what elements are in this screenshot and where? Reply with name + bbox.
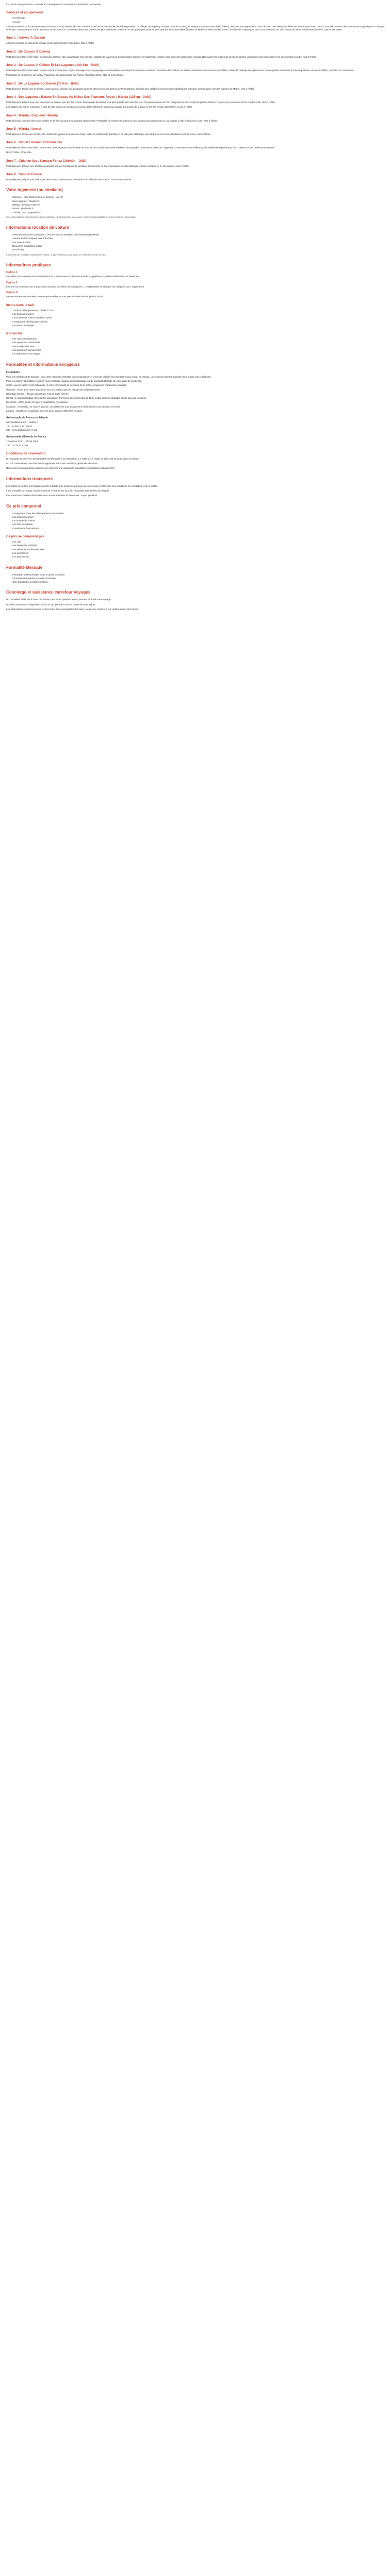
list-item: • Les frais de dossier: [12, 523, 385, 526]
list-item: • Les pourboires: [12, 552, 385, 555]
itinerary: [6, 36, 385, 181]
option-text: Les excursions mentionnées comme optionnelles ne sont pas incluses dans le prix du circuit.: [6, 295, 104, 298]
list-item: • Deuxième conducteur inclus: [12, 245, 385, 248]
lodging-heading: Votre logement (ou similaire): [6, 188, 63, 193]
accueil-text: Ici vous arriverez en fin de découverte de l'Irlande et de l'ensemble des chemins à pied et de l'ensemble des hébergements, du village, auberges qu'au (De Cave de l'Ouest) de Westport au cœur des cités côtières, dans les montagnes et au bord de mer. De Galway à Clifden en passant par le lac Corrib, vous découvrirez des panoramas magnifiques et chargés d'histoire. Cette aventure vous permettra de découvrir le Connemara dans ses recoins les plus préservés, le Burren et ses paysages lunaires ainsi que les incontournables falaises de Moher et enfin les îles d'Aran. Profitez de chaque jour pour vous détendre, en découvrant le calme et l'authenticité de la culture irlandaise.: [6, 25, 385, 31]
day-title: Jour 7 : Chichen Itza / Cancun Fonaz Chichén – 2h30: [6, 159, 87, 163]
day-block: [6, 114, 385, 123]
list-item: • Véhicule de location catégorie C (Ford Focus ou similaire) avec kilométrage illimité: [12, 233, 385, 236]
car-rental-heading: Informations location de voiture: [6, 225, 69, 230]
day-paragraph: Petit déjeuner. Journée libre pour profiter de la ville ou pour des activités optionnelles. Possibilité de randonnées dans le parc national du Connemara ou de balade à vélo le long de la côte. Nuit à l'hôtel.: [6, 119, 218, 122]
paragraph: En cas d'annulation, des frais seront appliqués selon les conditions générales de vente.: [6, 462, 98, 465]
day-paragraph: Possibilité de randonnée sur la Sky Road avec ses panoramas sur l'océan Atlantique. Dîner libre et nuit à l'hôtel.: [6, 74, 124, 77]
address-line: 66 Fitzwilliam Lane – Dublin 2: [6, 421, 38, 424]
formalities-text: [6, 376, 385, 413]
embassy-heading: Ambassade de France en Irlande: [6, 416, 48, 420]
day-title: Jour 4 : Des Lagunes / Balade En Bateau Au Milieu Des Flamants Roses / Mérida (125km - 2h30): [6, 95, 152, 99]
list-item: • Le carburant et les péages: [12, 352, 385, 355]
lodging-note: Ces informations sont données à titre indicatif. L'hébergement peut varier selon la disponibilité au moment de la réservation.: [6, 215, 137, 218]
list-item: • Les déjeuners et dîners: [12, 544, 385, 547]
day-title: Jour 3 : De La Lagune Du Burren (72 Km - 1h40): [6, 81, 79, 86]
list-item: • La location de voiture: [12, 519, 385, 522]
list-item: • Les entrées des sites: [12, 345, 385, 348]
list-item: • Les visites et entrées des sites: [12, 548, 385, 551]
list-item: • 7 nuits d'hébergement en hôtels 3* et 4*: [12, 309, 385, 312]
price-includes-heading: Ce prix comprend: [6, 503, 42, 509]
option-title: Option 3: [6, 291, 18, 295]
day-block: [6, 95, 385, 109]
day-paragraph: Petit déjeuner. Départ vers Dublin en passant par les montagnes de Wicklow. Découverte du site monastique de Glendalough. Arrivée à Dublin en fin de journée. Nuit à l'hôtel.: [6, 164, 189, 167]
paragraph: Pour les autres nationalités, veuillez vous renseigner auprès de l'ambassade ou du consulat d'Irlande de votre pays de résidence.: [6, 379, 142, 382]
intro-text: Ce circuit vous permettra ! Un voile en compagnie au Connemara Connemara Connemara.: [6, 3, 102, 6]
day-title: Jour 4 : Mérida / Cozumel / Mérida: [6, 113, 58, 117]
services-list: [6, 16, 385, 24]
included-list: [6, 309, 385, 327]
included-heading: Inclus dans le tarif: [6, 303, 35, 307]
price-excludes-heading: Ce prix ne comprend pas: [6, 535, 44, 539]
option-title: Option 1: [6, 270, 18, 274]
day-block: [6, 82, 385, 91]
paragraph: Nous vous recommandons vivement de souscrire une assurance annulation et assistance rapatriement.: [6, 467, 115, 470]
list-item: • Le logement dans les hébergements mentionnés: [12, 512, 385, 515]
day-paragraph: Petit déjeuner dans votre hôtel. Départ pour Galway, ville universitaire très animée, capitale de la province du Connacht. Galway est également réputée pour son riche patrimoine musical. Découvrez les ruelles de la ville et laissez-vous porter par l'atmosphère de ses nombreux pubs. Nuit à l'hôtel.: [6, 55, 317, 58]
option-block: [6, 271, 385, 279]
excluded-heading: Non inclus: [6, 332, 23, 336]
list-item: • La location de voiture pendant 7 jours: [12, 316, 385, 319]
paragraph: Pour les ressortissants français : une carte nationale d'identité ou un passeport en cours de validité est nécessaire pour entrer en Irlande. Les mineurs doivent posséder leur propre pièce d'identité.: [6, 375, 212, 378]
option-block: [6, 281, 385, 289]
paragraph: Santé : aucun vaccin n'est obligatoire. Il est recommandé de se munir de la carte européenne d'assurance maladie.: [6, 384, 127, 387]
practical-heading: Informations pratiques: [6, 262, 51, 267]
list-item: • Les taxes locales: [12, 241, 385, 244]
day-paragraph: Petit déjeuner. Route vers le Burren, vaste plateau calcaire aux paysages lunaires. Découverte du dolmen de Poulnabrone, l'un des plus célèbres monuments mégalithiques d'Irlande. Continuation vers les falaises de Moher. Nuit à l'hôtel.: [6, 87, 255, 90]
list-item: • Passeport valide pendant toute la durée du séjour.: [12, 573, 385, 577]
day-paragraph: Accueil et remise du carnet de voyage et des documents à votre hôtel. Nuit à l'hôtel.: [6, 42, 94, 45]
list-item: • Les vols internationaux: [12, 337, 385, 341]
list-item: • Formulaire migratoire à remplir à l'arrivée.: [12, 577, 385, 580]
day-paragraph: Nuit à l'hôtel. Dîner libre.: [6, 151, 32, 154]
list-item: • Les petits déjeuners: [12, 516, 385, 519]
list-item: • Mérida : Boutique Hôtel 4*: [12, 204, 385, 207]
day-paragraph: Petit déjeuner. Départ pour une excursion en bateau vers les îles d'Aran. Découverte d'Inishmore, la plus grande des trois îles, son fort préhistorique de Dún Aonghasa et ses murets de pierres sèches. Retour sur le continent en fin d'après-midi. Nuit à l'hôtel.: [6, 100, 276, 104]
day-title: Jour 8 : Cancun France: [6, 173, 42, 177]
paragraph: Numéro d'assistance disponible 24h/24 et 7j/7 pendant toute la durée de votre séjour.: [6, 603, 96, 606]
day-paragraph: Petit déjeuner dans votre hôtel. Route vers Limerick puis Cashel. Visite du Rocher de Cashel, ensemble médiéval remarquable dominant la plaine du Tipperary. Continuation vers Kilkenny, cité médiévale réputée pour son château et ses ruelles pittoresques.: [6, 146, 275, 149]
excluded-list: [6, 337, 385, 355]
option-title: Option 2: [6, 281, 18, 284]
ireland-embassy-heading: Ambassade d'Irlande en France: [6, 435, 46, 439]
paragraph: Les trajets en voiture sont indiqués à titre indicatif. Les temps de parcours peuvent varier en fonction des conditions de circulation et de la météo.: [6, 484, 158, 487]
paragraph: Les informations contenues dans ce document sont susceptibles d'évoluer. Nous vous invitons à les vérifier avant votre départ.: [6, 608, 139, 611]
day-block: [6, 141, 385, 155]
paragraph: Électricité : 230V, prises de type G (adaptateur nécessaire).: [6, 401, 69, 404]
list-item: • Assurance tous risques avec franchise: [12, 237, 385, 240]
transport-heading: Informations transports: [6, 476, 53, 481]
lodging-list: [6, 196, 385, 214]
car-rental-list: [6, 233, 385, 251]
option-text: Les offres sont valables pour un minimum de 2 personnes en chambre double. Supplément chambre individuelle sur demande.: [6, 275, 140, 278]
paragraph: Décalage horaire : -1h par rapport à la France toute l'année.: [6, 392, 70, 395]
day-block: [6, 159, 385, 168]
list-item: • Les dépenses personnelles: [12, 349, 385, 352]
price-excludes-list: [6, 540, 385, 558]
day-block: [6, 36, 385, 45]
list-item: • Le carnet de voyage: [12, 324, 385, 327]
day-title: Jour 2 : De Cassou À Clifden Et Les Lagunes (140 Km - 3h20): [6, 63, 99, 67]
formality-mexico-heading: Formalité Mexique: [6, 565, 43, 570]
day-title: Jour 6 : Uxmal / Izamal / Chichen Itza: [6, 141, 62, 145]
formalities-heading: Formalités et informations voyageurs: [6, 362, 80, 367]
paragraph: Un conseiller dédié est à votre disposition pour toute question avant, pendant et après votre voyage.: [6, 598, 111, 601]
list-item: • Cancun : Hôtel Chichen Itza ou Cancun Hotel 4*: [12, 196, 385, 199]
day-block: [6, 63, 385, 77]
list-item: • L'assistance francophone: [12, 527, 385, 530]
paragraph: Monnaie : l'euro. Les cartes bancaires sont acceptées dans la plupart des établissements.: [6, 388, 101, 391]
day-block: [6, 127, 385, 136]
day-block: [6, 50, 385, 59]
list-item: • L'assistance téléphonique 24h/24: [12, 320, 385, 324]
list-item: • GPS inclus: [12, 248, 385, 251]
day-paragraph: Petit déjeuner dans votre hôtel. Départ vers le Connemara, région sauvage dont les paysages spectaculaires ont inspiré de nombreux artistes. Traversée des collines de Maam et des lacs des environs de Clifden. Visite de l'abbaye de Kylemore et de ses jardins victoriens. En fin de journée, arrivée à Clifden, capitale du Connemara.: [6, 69, 354, 72]
list-item: • Chichen Itza : Mayaland 4*: [12, 211, 385, 214]
day-paragraph: Les falaises de Moher culminent à plus de 200 mètres au-dessus de l'océan. Elles offrent un panorama unique sur la baie de Galway et les îles d'Aran. Dîner libre et nuit à l'hôtel.: [6, 106, 193, 109]
list-item: • Les assurances: [12, 555, 385, 558]
paragraph: Un acompte de 30 % du montant total est demandé à la réservation. Le solde est à régler au plus tard 30 jours avant le départ.: [6, 457, 139, 460]
reservation-heading: Conditions de réservation: [6, 451, 46, 455]
address-line: 12 avenue Foch – 75116 Paris: [6, 440, 39, 443]
formality-mexico-list: [6, 573, 385, 584]
day-title: Jour 1 : Arrivée À Cassou: [6, 36, 45, 40]
list-item: • Les petits déjeuners: [12, 313, 385, 316]
day-paragraph: Petit déjeuner. Route vers Ennis, ville médiévale typique du comté de Clare. Visite du château de Bunratty et de son parc folklorique qui retrace la vie rurale irlandaise au XIXe siècle. Nuit à l'hôtel.: [6, 132, 211, 135]
list-item: • Accueil: [12, 21, 385, 24]
services-heading: Services et équipements: [6, 11, 44, 15]
list-item: • Les repas non mentionnés: [12, 341, 385, 344]
day-title: Jour 2 : De Cassou À Galway: [6, 49, 51, 54]
day-block: [6, 173, 385, 181]
list-item: • Mes Lagunes : Chalets 3*: [12, 200, 385, 203]
option-text: Les prix sont calculés sur la base d'une location de voiture de catégorie C. Il est possible de changer de catégorie avec supplément.: [6, 285, 145, 288]
list-item: • Uxmal : Hacienda 4*: [12, 207, 385, 210]
paragraph: Langue : l'anglais et le gaélique sont les deux langues officielles du pays.: [6, 410, 83, 413]
embassy-contact: [6, 421, 385, 432]
ireland-embassy-contact: [6, 440, 385, 447]
list-item: • Taxe touristique à régler sur place.: [12, 581, 385, 584]
assistance-heading: Concierge et assistance carrefour voyages: [6, 590, 91, 595]
phone-line: Tél. : (+353) 1 277 50 00: [6, 425, 32, 428]
price-includes-list: [6, 512, 385, 530]
paragraph: Il est conseillé de ne pas conduire plus de 4 heures par jour afin de profiter pleinement des étapes.: [6, 489, 110, 492]
paragraph: Conduite : en Irlande, on roule à gauche. Les distances sont indiquées en kilomètres et les vitesses en km/h.: [6, 405, 121, 408]
list-item: • Les vols: [12, 540, 385, 544]
page: [0, 0, 391, 625]
formalities-subheading: Formalités: [6, 370, 20, 374]
car-rental-note: Le permis de conduire national est requis. L'âge minimum pour louer un véhicule est de 23 ans.: [6, 253, 107, 256]
day-paragraph: Petit déjeuner. Départ pour l'aéroport selon votre horaire de vol. Restitution du véhicule de location. Fin de nos services.: [6, 178, 132, 181]
phone-line: Tél. : 01 44 17 67 00: [6, 444, 28, 447]
paragraph: Les routes secondaires irlandaises sont souvent étroites et sinueuses : soyez prudents.: [6, 494, 98, 497]
day-title: Jour 5 : Mérida / Uxmal: [6, 127, 41, 131]
website-link[interactable]: Site : www.ambafrance-ie.org: [6, 428, 37, 431]
paragraph: Climat : le climat irlandais est tempéré océanique. Prévoyez des vêtements de pluie et des couches chaudes quelle que soit la saison.: [6, 397, 147, 400]
option-block: [6, 291, 385, 299]
list-item: • Covoiturage: [12, 16, 385, 20]
